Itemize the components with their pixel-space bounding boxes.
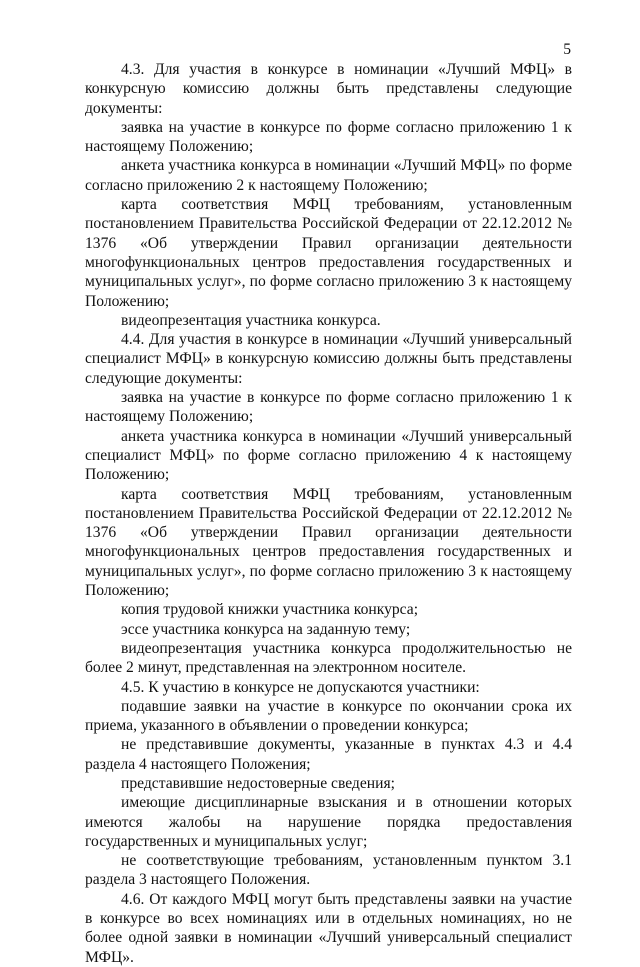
list-item: представившие недостоверные сведения; xyxy=(121,774,395,792)
list-item: карта соответствия МФЦ требованиям, установленным постановлением Правительства Российской Федерации от 22.12.2012 № 1376 «Об утверждении Правил организации деятельности многофункциональных центров предоставления государственных и муниципальных услуг», по форме согласно приложению 3 к настоящему Положению; xyxy=(85,196,572,310)
document-body xyxy=(85,60,572,967)
list-item: заявка на участие в конкурсе по форме согласно приложению 1 к настоящему Положению; xyxy=(85,118,572,156)
list-item: видеопрезентация участника конкурса продолжительностью не более 2 минут, представленная на электронном носителе. xyxy=(85,639,572,677)
list-item: имеющие дисциплинарные взыскания и в отношении которых имеются жалобы на нарушение порядка предоставления государственных и муниципальных услуг; xyxy=(85,794,572,850)
clause-4-4-intro: 4.4. Для участия в конкурсе в номинации «Лучший универсальный специалист МФЦ» в конкурсную комиссию должны быть представлены следующие документы: xyxy=(85,331,572,387)
clause-4-6: 4.6. От каждого МФЦ могут быть представлены заявки на участие в конкурсе во всех номинациях или в отдельных номинациях, но не более одной заявки в номинации «Лучший универсальный специалист МФЦ». xyxy=(85,890,572,966)
list-item: видеопрезентация участника конкурса. xyxy=(121,311,381,329)
list-item: анкета участника конкурса в номинации «Лучший универсальный специалист МФЦ» по форме согласно приложению 4 к настоящему Положению; xyxy=(85,427,572,484)
list-item: заявка на участие в конкурсе по форме согласно приложению 1 к настоящему Положению; xyxy=(85,389,572,426)
clause-4-3-intro: 4.3. Для участия в конкурсе в номинации «Лучший МФЦ» в конкурсную комиссию должны быть представлены следующие документы: xyxy=(85,61,572,117)
list-item: подавшие заявки на участие в конкурсе по окончании срока их приема, указанного в объявлении о проведении конкурса; xyxy=(85,697,572,735)
page-number: 5 xyxy=(563,41,571,58)
list-item: анкета участника конкурса в номинации «Лучший МФЦ» по форме согласно приложению 2 к настоящему Положению; xyxy=(85,157,572,194)
list-item: эссе участника конкурса на заданную тему; xyxy=(121,620,411,638)
list-item: карта соответствия МФЦ требованиям, установленным постановлением Правительства Российской Федерации от 22.12.2012 № 1376 «Об утверждении Правил организации деятельности многофункциональных центров предоставления государственных и муниципальных услуг», по форме согласно приложению 3 к настоящему Положению; xyxy=(85,485,572,600)
clause-4-5-intro: 4.5. К участию в конкурсе не допускаются участники: xyxy=(121,678,480,696)
list-item: копия трудовой книжки участника конкурса; xyxy=(121,601,419,619)
list-item: не соответствующие требованиям, установленным пунктом 3.1 раздела 3 настоящего Положения. xyxy=(85,852,572,889)
list-item: не представившие документы, указанные в пунктах 4.3 и 4.4 раздела 4 настоящего Положения; xyxy=(85,736,572,773)
